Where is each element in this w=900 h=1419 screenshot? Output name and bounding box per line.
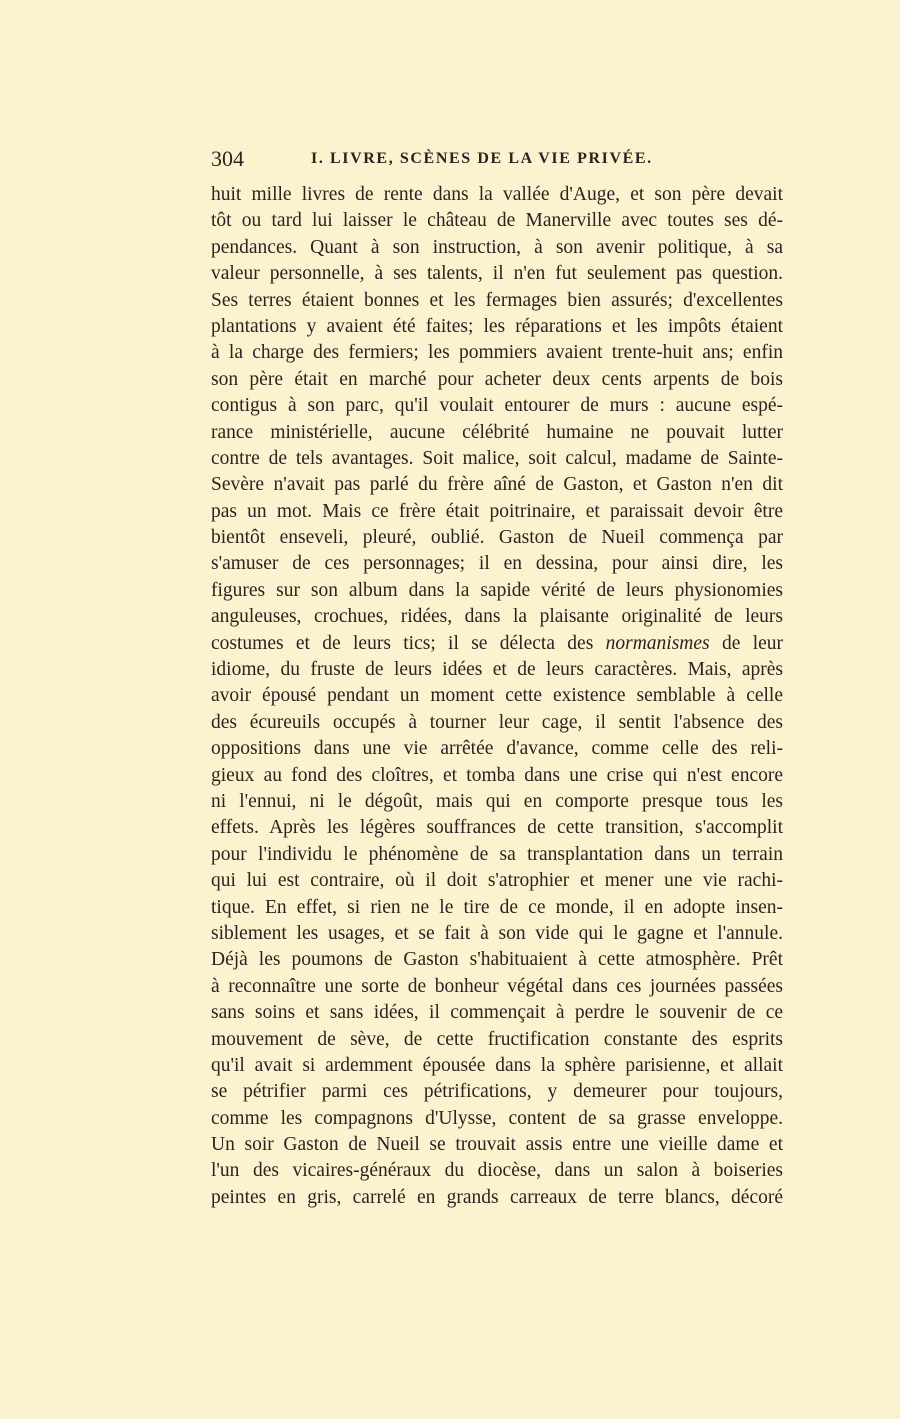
text-line: des écureuils occupés à tourner leur cage, il sentit l'absence des	[211, 711, 783, 733]
text-line: huit mille livres de rente dans la vallée d'Auge, et son père devait	[211, 184, 783, 205]
text-line: figures sur son album dans la sapide vérité de leurs physionomies	[211, 579, 783, 601]
text-line: à reconnaître une sorte de bonheur végétal dans ces journées passées	[211, 975, 783, 997]
text-line: plantations y avaient été faites; les réparations et les impôts étaient	[211, 315, 783, 337]
page-number: 304	[211, 146, 244, 171]
text-line: son père était en marché pour acheter deux cents arpents de bois	[211, 368, 783, 390]
text-line: peintes en gris, carrelé en grands carreaux de terre blancs, décoré	[211, 1186, 783, 1208]
text-line: Sevère n'avait pas parlé du frère aîné de Gaston, et Gaston n'en dit	[211, 474, 783, 496]
text-line: anguleuses, crochues, ridées, dans la plaisante originalité de leurs	[211, 606, 783, 628]
text-segment: costumes et de leurs tics; il se délecta des	[211, 632, 594, 654]
text-line: gieux au fond des cloîtres, et tomba dans une crise qui n'est encore	[211, 764, 783, 786]
text-line: qu'il avait si ardemment épousée dans la sphère parisienne, et allait	[211, 1054, 783, 1076]
italic-word: normanismes	[605, 632, 710, 654]
text-line: l'un des vicaires-généraux du diocèse, dans un salon à boiseries	[211, 1160, 783, 1182]
text-line: contigus à son parc, qu'il voulait entourer de murs : aucune espé-	[211, 395, 783, 417]
text-line: pas un mot. Mais ce frère était poitrinaire, et paraissait devoir être	[211, 500, 783, 522]
text-line: qui lui est contraire, où il doit s'atrophier et mener une vie rachi-	[211, 870, 783, 892]
text-line: valeur personnelle, à ses talents, il n'en fut seulement pas question.	[211, 263, 783, 285]
text-line: rance ministérielle, aucune célébrité humaine ne pouvait lutter	[211, 421, 783, 443]
text-line: pour l'individu le phénomène de sa transplantation dans un terrain	[211, 843, 783, 865]
text-line: Déjà les poumons de Gaston s'habituaient à cette atmosphère. Prêt	[211, 949, 783, 971]
text-line: bientôt enseveli, pleuré, oublié. Gaston de Nueil commença par	[211, 527, 783, 549]
book-page	[211, 140, 783, 1211]
body-text	[211, 182, 783, 1211]
running-header	[211, 140, 783, 174]
text-line: ni l'ennui, ni le dégoût, mais qui en comporte presque tous les	[211, 790, 783, 812]
text-segment: de leur	[721, 632, 784, 654]
text-line: idiome, du fruste de leurs idées et de leurs caractères. Mais, après	[211, 659, 783, 681]
running-title: I. LIVRE, SCÈNES DE LA VIE PRIVÉE.	[311, 150, 653, 167]
text-line: à la charge des fermiers; les pommiers avaient trente-huit ans; enfin	[211, 342, 783, 364]
text-line: tôt ou tard lui laisser le château de Manerville avec toutes ses dé-	[211, 210, 783, 232]
text-line: sans soins et sans idées, il commençait à perdre le souvenir de ce	[211, 1002, 783, 1024]
text-line: s'amuser de ces personnages; il en dessina, pour ainsi dire, les	[211, 553, 783, 575]
text-line: Un soir Gaston de Nueil se trouvait assis entre une vieille dame et	[211, 1134, 783, 1156]
text-line: tique. En effet, si rien ne le tire de ce monde, il en adopte insen-	[211, 896, 783, 918]
text-line: comme les compagnons d'Ulysse, content de sa grasse enveloppe.	[211, 1107, 783, 1129]
text-line: contre de tels avantages. Soit malice, soit calcul, madame de Sainte-	[211, 447, 783, 469]
text-line	[211, 631, 783, 657]
text-line: avoir épousé pendant un moment cette existence semblable à celle	[211, 685, 783, 707]
text-line: Ses terres étaient bonnes et les fermages bien assurés; d'excellentes	[211, 289, 783, 311]
text-line: oppositions dans une vie arrêtée d'avance, comme celle des reli-	[211, 738, 783, 760]
text-line: pendances. Quant à son instruction, à son avenir politique, à sa	[211, 236, 783, 258]
text-line: se pétrifier parmi ces pétrifications, y demeurer pour toujours,	[211, 1081, 783, 1103]
text-line: mouvement de sève, de cette fructification constante des esprits	[211, 1028, 783, 1050]
text-line: siblement les usages, et se fait à son vide qui le gagne et l'annule.	[211, 922, 783, 944]
text-line: effets. Après les légères souffrances de cette transition, s'accomplit	[211, 817, 783, 839]
